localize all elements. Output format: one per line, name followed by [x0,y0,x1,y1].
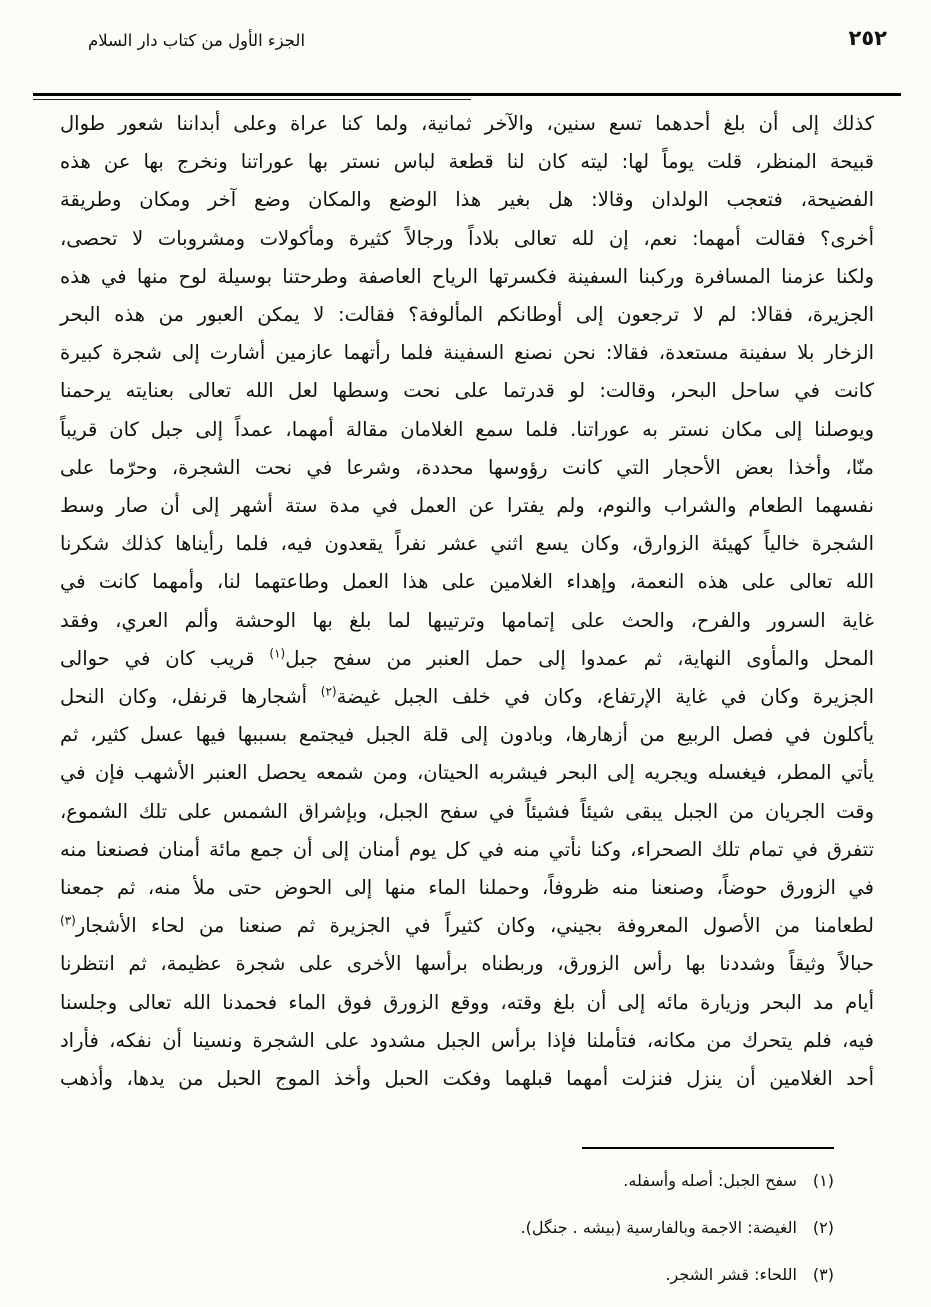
body-line: وقت الجريان من الجبل يبقى شيئاً فشيئاً في سفح الجبل، وبإشراق الشمس على تلك الشموع، [60,799,874,823]
footnote-ref: (٣) [60,913,76,928]
footnote-text: سفح الجبل: أصله وأسفله. [623,1171,797,1190]
body-line: الجزيرة وكان في غاية الإرتفاع، وكان في خلف الجبل غيضة$^{(٢)}$ أشجارها قرنفل، وكان النحل [60,684,874,709]
page-header [0,26,931,50]
header-rule [33,93,901,96]
body-line: كذلك إلى أن بلغ أحدهما تسع سنين، والآخر ثمانية، ولما كنا عراة وعلى أبداننا شعور طوال [60,112,874,135]
body-line: يأتي المطر، فيغسله ويجريه إلى البحر فيشربه الحيتان، ومن شمعه يحصل العنبر الأشهب فإن في [60,761,874,785]
footnote-item [60,1251,834,1298]
footnote-text: الغيضة: الاجمة وبالفارسية (بيشه . جنگل). [520,1218,797,1237]
body-text [60,105,874,1098]
footnote-ref: (٢) [320,684,337,699]
body-line: المحل والمأوى النهاية، ثم عمدوا إلى حمل العنبر من سفح جبل$^{(١)}$ قريب كان في حوالى [60,646,875,670]
body-line: فيه، فلم يتحرك من مكانه، فتأملنا فإذا برأس الجبل مشدود على الشجرة ونسينا أن نفكه، فأراد [60,1028,874,1052]
footnote-item [60,1204,834,1251]
body-line: الزخار بلا سفينة مستعدة، فقالا: نحن نصنع السفينة فلما رأتهما عازمين أشارت إلى شجرة كبيرة [60,341,874,365]
body-line: الشجرة خالياً كهيئة الزوارق، وكان يسع اثني عشر نفراً يقعدون فيه، فلما رأيناها كذلك شكرنا [60,532,874,556]
body-line: في الزورق حوضاً، وصنعنا منه ظروفاً، وحملنا الماء منها إلى الحوض حتى ملأ منه، ثم جمعنا [60,876,874,900]
body-line: الجزيرة، فقالا: لم لا ترجعون إلى أوطانكم المألوفة؟ فقالت: لا يمكن العبور من هذه البحر [60,303,874,327]
footnote-ref: (١) [269,646,286,661]
body-line: ولكنا عزمنا المسافرة وركبنا السفينة فكسرتها الرياح العاصفة وطرحتنا بوسيلة لوح منها في هذه [60,264,874,288]
body-line: قبيحة المنظر، قلت يوماً لها: ليته كان لنا قطعة لباس نستر بها عوراتنا ونخرج بها عن هذه [60,150,874,174]
footnote-text: اللحاء: قشر الشجر. [665,1265,797,1284]
footnotes [60,1157,834,1298]
header-rule-secondary [33,99,471,100]
body-line: يأكلون في فصل الربيع من أزهارها، وبادون إلى قلة الجبل فيجتمع بسببها فيها عسل كثير، ثم [60,723,874,747]
footnote-separator [582,1147,834,1149]
body-line: كانت في ساحل البحر، وقالت: لو قدرتما على نحت وسطها لعل الله تعالى بعنايته يرحمنا [60,379,874,403]
page-number: ٢٥٢ [848,26,887,50]
body-line: الفضيحة، فتعجب الولدان وقالا: هل بغير هذا الوضع والمكان وضع آخر ومكان وطريقة [60,188,874,212]
body-line: نفسهما الطعام والشراب والنوم، ولم يفترا عن العمل في مدة ستة أشهر إلى أن صار وسط [60,494,874,518]
footnote-number: (٣) [812,1265,834,1284]
body-line: أيام مد البحر وزيارة مائه إلى أن بلغ وقته، ووقع الزورق فوق الماء فحمدنا الله تعالى وجلسنا [60,990,874,1014]
running-title: الجزء الأول من كتاب دار السلام [88,31,306,50]
body-line: لطعامنا من الأصول المعروفة بجيني، وكان كثيراً في الجزيرة ثم صنعنا من لحاء الأشجار$^{(٣)}$ [60,913,874,938]
body-line: أحد الغلامين أن ينزل فنزلت أمهما قبلهما وفكت الحبل وأخذ الموج الحبل من يدها، وأذهب [60,1067,874,1091]
footnote-item [60,1157,834,1204]
body-line: أخرى؟ فقالت أمهما: نعم، إن لله تعالى بلاداً ورجالاً كثيرة ومأكولات ومشروبات لا تحصى، [60,226,874,250]
body-line: منّا، وأخذا بعض الأحجار التي كانت رؤوسها محددة، وشرعا في نحت الشجرة، وحرّما على [60,455,874,479]
footnote-number: (١) [812,1171,834,1190]
body-line: الله تعالى على هذه النعمة، وإهداء الغلامين على هذا العمل وطاعتهما لنا، وأمهما كانت في [60,570,874,594]
body-line: ويوصلنا إلى مكان نستر به عوراتنا. فلما سمع الغلامان مقالة أمهما، عمداً إلى جبل كان قريباً [60,417,874,441]
body-line: حبالاً وثيقاً وشددنا بها رأس الزورق، وربطناه برأسها الأخرى على شجرة عظيمة، ثم انتظرنا [60,952,874,976]
body-line: تتفرق في تمام تلك الصحراء، وكنا نأتي منه في كل يوم أمنان إلى أن جمع مائة أمنان فصنعنا منه [60,837,874,861]
body-line: غاية السرور والفرح، والحث على إتمامها وترتيبها لما بلغ بها الوحشة وألم العري، وفقد [60,608,874,632]
footnote-number: (٢) [812,1218,834,1237]
